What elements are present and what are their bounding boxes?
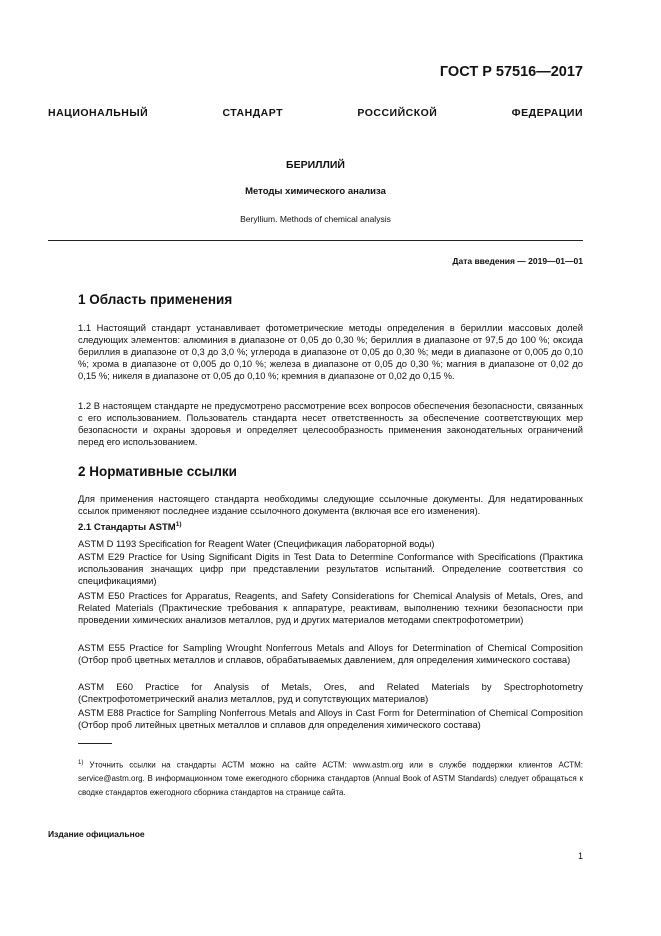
document-title-english: Beryllium. Methods of chemical analysis: [240, 214, 391, 224]
reference-item: ASTM E88 Practice for Sampling Nonferrous Metals and Alloys in Cast Form for Determination of Chemical Composition (Отбор проб литейных цветных металлов и сплавов для определения химического состава): [78, 707, 583, 730]
reference-item: ASTM D 1193 Specification for Reagent Water (Спецификация лабораторной воды): [78, 538, 435, 549]
footnote-ref: 1): [175, 521, 182, 528]
reference-item: ASTM E60 Practice for Analysis of Metals, Ores, and Related Materials by Spectrophotometry (Спектрофотометрический анализ металлов, руд и сопутствующих материалов): [78, 681, 583, 704]
footnote-divider: [78, 743, 112, 744]
footnote: [78, 757, 583, 799]
astm-standards-heading-text: 2.1 Стандарты ASTM: [78, 522, 176, 534]
footnote-marker: 1): [78, 760, 84, 766]
document-subtitle: Методы химического анализа: [245, 186, 386, 197]
footnote-text: Уточнить ссылки на стандарты АСТМ можно на сайте АСТМ: www.astm.org или в службе поддержки клиентов АСТМ: service@astm.org. В информационном томе ежегодного сборника стандартов (Annual Book of ASTM Standards) следует обращаться к сводке стандартов ежегодного сборника стандартов на странице сайта.: [78, 760, 583, 797]
introduction-date: Дата введения — 2019—01—01: [452, 256, 583, 266]
page-number: 1: [577, 851, 583, 861]
astm-standards-heading: [78, 521, 181, 533]
section-1-paragraph-1: 1.1 Настоящий стандарт устанавливает фотометрические методы определения в бериллии массовых долей следующих элементов: алюминия в диапазоне от 0,05 до 0,30 %; бериллия в диапазоне от 97,5 до 100 %; оксида бериллия в диапазоне от 0,3 до 3,0 %; углерода в диапазоне от 0,05 до 0,30 %; меди в диапазоне от 0,005 до 0,10 %; хрома в диапазоне от 0,005 до 0,10 %; железа в диапазоне от 0,05 до 0,30 %; магния в диапазоне от 0,02 до 0,15 %; никеля в диапазоне от 0,05 до 0,10 %; кремния в диапазоне от 0,02 до 0,15 %.: [78, 322, 583, 381]
title-divider: [48, 240, 583, 241]
section-1-paragraph-2: 1.2 В настоящем стандарте не предусмотрено рассмотрение всех вопросов обеспечения безопасности, связанных с его использованием. Пользователь стандарта несет ответственность за обеспечение соответствующих мер безопасности и охраны здоровья и определяет целесообразность применения законодательных ограничений перед его использованием.: [78, 400, 583, 447]
reference-item: ASTM E55 Practice for Sampling Wrought Nonferrous Metals and Alloys for Determination of Chemical Composition (Отбор проб цветных металлов и сплавов, обрабатываемых давлением, для определения химического состава): [78, 642, 583, 665]
section-2-intro: Для применения настоящего стандарта необходимы следующие ссылочные документы. Для недатированных ссылок применяют последнее издание ссылочного документа (включая все его изменения).: [78, 493, 583, 516]
reference-item: ASTM E50 Practices for Apparatus, Reagents, and Safety Considerations for Chemical Analysis of Metals, Ores, and Related Materials (Практические требования к аппаратуре, реактивам, выполнению техники безопасности при проведении химических анализов металлов, руд и других материалов методами спектрофотометрии): [78, 590, 583, 625]
official-edition-label: Издание официальное: [48, 829, 145, 839]
section-2-heading: 2 Нормативные ссылки: [78, 464, 237, 479]
national-standard-banner: НАЦИОНАЛЬНЫЙ СТАНДАРТ РОССИЙСКОЙ ФЕДЕРАЦИИ: [48, 107, 583, 119]
document-code: ГОСТ Р 57516—2017: [439, 64, 583, 80]
document-title: БЕРИЛЛИЙ: [286, 159, 345, 171]
section-1-heading: 1 Область применения: [78, 292, 233, 307]
reference-item: ASTM E29 Practice for Using Significant Digits in Test Data to Determine Conformance with Specifications (Практика использования значащих цифр при представлении результатов испытаний. Определение соответствия со спецификациями): [78, 551, 583, 586]
